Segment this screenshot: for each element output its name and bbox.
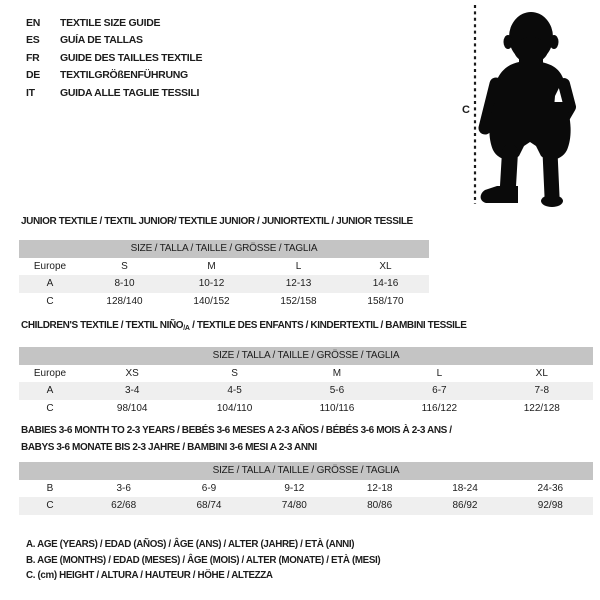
cell: 92/98 [508, 497, 593, 515]
cell: 152/158 [280, 295, 317, 307]
cell: 7-8 [491, 382, 593, 400]
title-line-2: BABYS 3-6 MONATE BIS 2-3 JAHRE / BAMBINI 3-6 MESI A 2-3 ANNI [21, 441, 317, 453]
cell: 128/140 [106, 295, 143, 307]
language-label: GUIDE DES TAILLES TEXTILE [60, 51, 203, 64]
language-row-en [26, 14, 202, 32]
cell: 110/116 [319, 402, 355, 414]
table-row [19, 382, 593, 400]
row-label: B [46, 482, 54, 494]
size-header-cell: SIZE / TALLA / TAILLE / GRÖSSE / TAGLIA [19, 462, 593, 480]
cell: 68/74 [166, 497, 251, 515]
language-code: DE [26, 69, 40, 82]
cell: 62/68 [81, 497, 166, 515]
size-header-cell: SIZE / TALLA / TAILLE / GRÖSSE / TAGLIA [19, 347, 593, 365]
language-row-it [26, 84, 202, 102]
baby-figure-area [450, 0, 600, 215]
cell: 12-13 [255, 275, 342, 293]
cell: XL [379, 260, 392, 272]
legend-item-b: B. AGE (MONTHS) / EDAD (MESES) / ÂGE (MOIS) / ALTER (MONATE) / ETÀ (MESI) [26, 554, 381, 566]
language-code: FR [26, 51, 40, 64]
row-label: A [19, 275, 81, 293]
children-table-title [21, 320, 593, 335]
legend-item-a: A. AGE (YEARS) / EDAD (AÑOS) / ÂGE (ANS) / ALTER (JAHRE) / ETÀ (ANNI) [26, 539, 355, 550]
table-row [19, 275, 429, 293]
cell: 74/80 [252, 497, 337, 515]
table-row [19, 258, 429, 276]
language-code: EN [26, 16, 40, 29]
row-label: A [19, 382, 81, 400]
row-label: C [46, 402, 54, 414]
cell: 3-4 [81, 382, 183, 400]
junior-table-title: JUNIOR TEXTILE / TEXTIL JUNIOR/ TEXTILE JUNIOR / JUNIORTEXTIL / JUNIOR TESSILE [21, 216, 413, 227]
row-label: C [19, 497, 81, 515]
cell: 6-9 [201, 482, 217, 494]
cell: S [121, 260, 128, 272]
babies-table-title [21, 423, 593, 456]
height-measure-label: C [462, 104, 470, 116]
language-code: ES [26, 34, 40, 47]
language-label: GUIDA ALLE TAGLIE TESSILI [60, 86, 200, 99]
size-header-row [19, 462, 593, 480]
cell: L [295, 260, 302, 272]
cell: 14-16 [342, 275, 429, 293]
cell: 158/170 [367, 295, 404, 307]
cell: 140/152 [193, 295, 230, 307]
cell: L [436, 367, 443, 379]
cell: 6-7 [388, 382, 490, 400]
size-header-row [19, 240, 429, 258]
title-subscript: /A [183, 325, 190, 332]
language-row-fr [26, 49, 202, 67]
table-row [19, 400, 593, 418]
legend-item-c: C. (cm) HEIGHT / ALTURA / HAUTEUR / HÖHE / ALTEZZA [26, 570, 273, 582]
cell: 122/128 [523, 402, 560, 414]
children-size-table [19, 347, 593, 417]
language-label: TEXTILGRÖßENFÜHRUNG [60, 69, 188, 82]
cell: 5-6 [286, 382, 388, 400]
cell: 12-18 [366, 482, 393, 494]
cell: 24-36 [537, 482, 564, 494]
baby-silhouette-icon [465, 4, 595, 216]
babies-table-section [19, 423, 593, 515]
junior-table-section [19, 216, 429, 310]
language-row-de [26, 67, 202, 85]
row-label: C [46, 295, 54, 307]
cell: XS [125, 367, 139, 379]
cell: 10-12 [168, 275, 255, 293]
cell: 98/104 [116, 402, 148, 414]
cell: 104/110 [216, 402, 253, 414]
cell: 116/122 [421, 402, 458, 414]
language-code: IT [26, 86, 35, 99]
junior-size-table [19, 240, 429, 310]
cell: 18-24 [452, 482, 478, 494]
table-row [19, 365, 593, 383]
babies-size-table [19, 462, 593, 515]
title-text: / TEXTILE DES ENFANTS / KINDERTEXTIL / BAMBINI TESSILE [189, 320, 467, 331]
row-label: Europe [33, 260, 67, 272]
language-list [26, 14, 202, 102]
language-row-es [26, 32, 202, 50]
title-text: CHILDREN'S TEXTILE / TEXTIL NIÑO [21, 320, 184, 331]
cell: XL [535, 367, 548, 379]
size-header-cell: SIZE / TALLA / TAILLE / GRÖSSE / TAGLIA [19, 240, 429, 258]
row-label: Europe [33, 367, 67, 379]
table-row [19, 293, 429, 311]
cell: 3-6 [116, 482, 131, 494]
title-line-1: BABIES 3-6 MONTH TO 2-3 YEARS / BEBÉS 3-6 MESES A 2-3 AÑOS / BÉBÉS 3-6 MOIS À 2-3 ANS / [21, 425, 452, 436]
cell: 8-10 [81, 275, 168, 293]
cell: 86/92 [422, 497, 507, 515]
table-row [19, 480, 593, 498]
footnote-legend [26, 537, 380, 584]
language-label: GUÍA DE TALLAS [60, 34, 143, 47]
table-row [19, 497, 593, 515]
size-header-row [19, 347, 593, 365]
cell: M [332, 367, 342, 379]
language-label: TEXTILE SIZE GUIDE [60, 16, 161, 29]
cell: M [207, 260, 216, 272]
cell: 80/86 [337, 497, 422, 515]
cell: 9-12 [284, 482, 305, 494]
cell: S [231, 367, 238, 379]
children-table-section [19, 320, 593, 417]
cell: 4-5 [183, 382, 285, 400]
